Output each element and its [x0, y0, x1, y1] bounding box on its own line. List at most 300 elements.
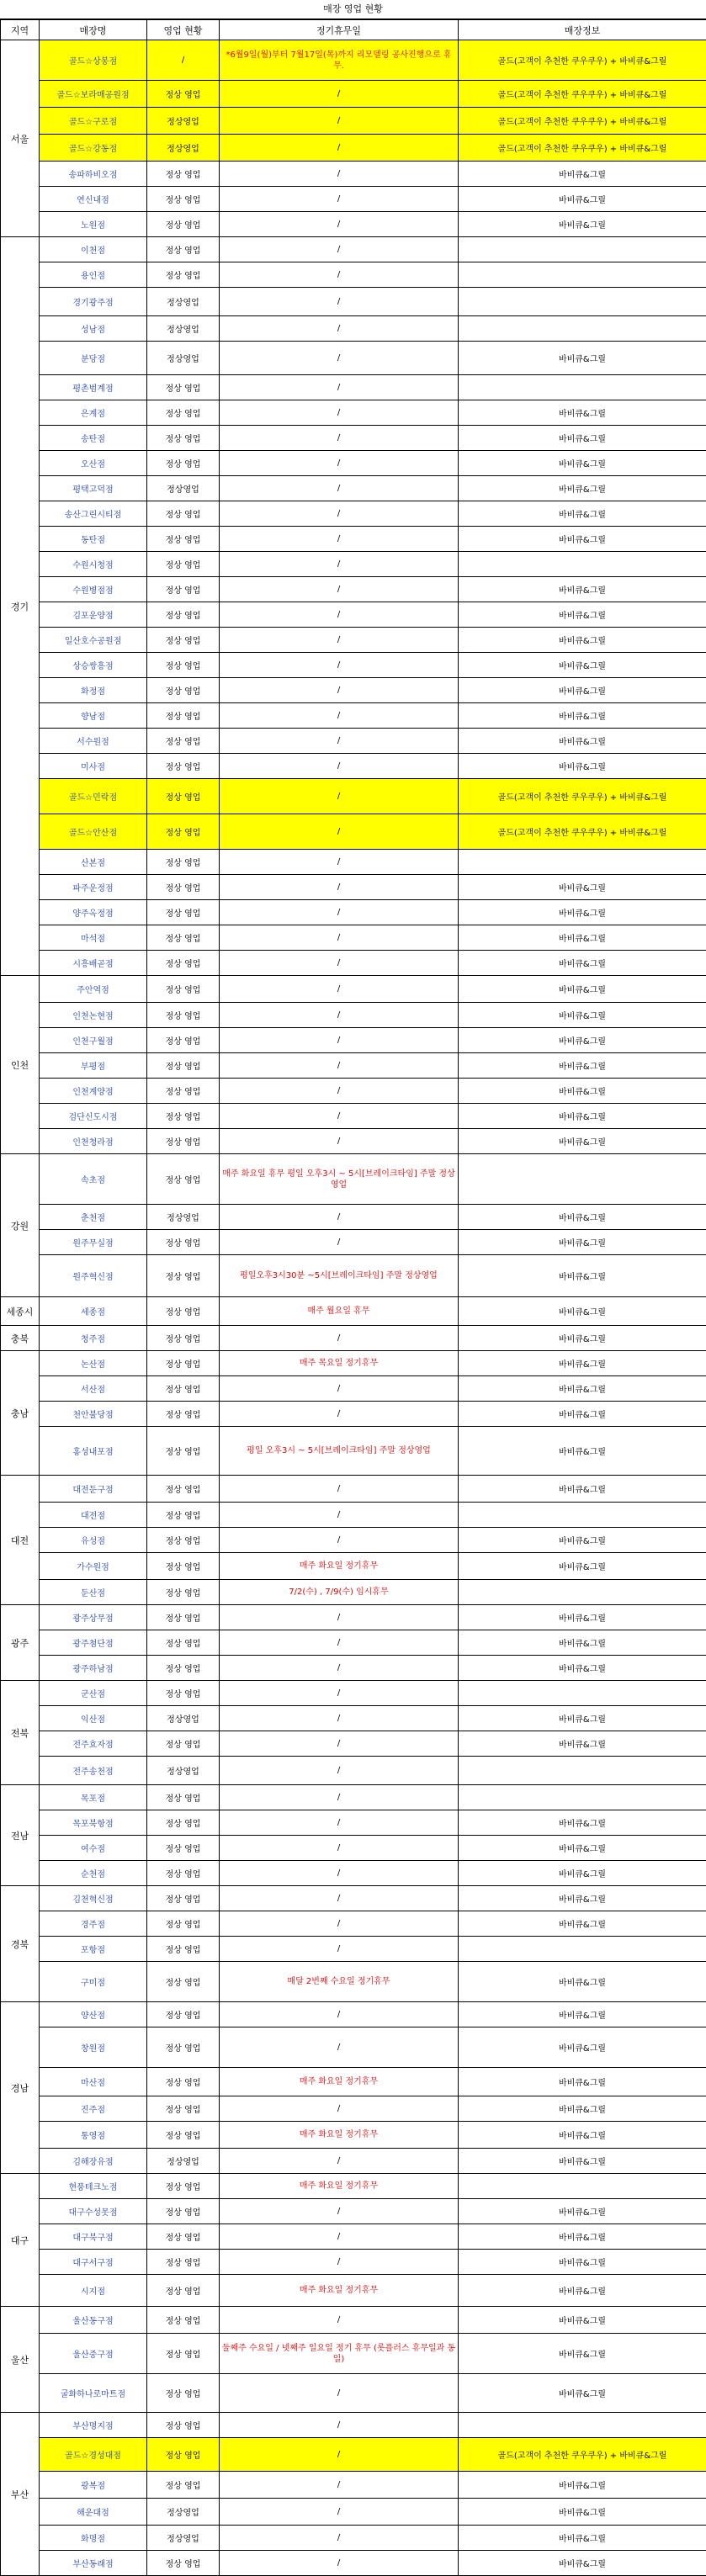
- info-cell: 바비큐&그릴: [459, 1630, 706, 1656]
- store-name-cell: 성남점: [40, 316, 147, 342]
- holiday-cell: /: [220, 2199, 459, 2224]
- region-cell: 경남: [1, 2002, 40, 2174]
- info-cell: 바비큐&그릴: [459, 2224, 706, 2250]
- store-name-cell: 양산점: [40, 2002, 147, 2027]
- table-row: [1, 1230, 706, 1255]
- table-row: [1, 342, 706, 375]
- store-name-cell: 광주첨단점: [40, 1630, 147, 1656]
- holiday-cell: /: [220, 2472, 459, 2499]
- info-cell: 바비큐&그릴: [459, 1962, 706, 2002]
- status-cell: 정상영업: [147, 108, 220, 135]
- status-cell: 정상 영업: [147, 1351, 220, 1376]
- holiday-cell: 매주 목요일 정기휴무: [220, 1351, 459, 1376]
- store-name-cell: 산본점: [40, 850, 147, 875]
- table-row: [1, 1351, 706, 1376]
- holiday-cell: /: [220, 779, 459, 814]
- store-name-cell: 현풍테크노점: [40, 2174, 147, 2199]
- table-row: [1, 850, 706, 875]
- holiday-cell: /: [220, 577, 459, 602]
- table-row: [1, 779, 706, 814]
- status-cell: 정상영업: [147, 342, 220, 375]
- table-row: [1, 1205, 706, 1230]
- holiday-cell: /: [220, 2438, 459, 2472]
- status-cell: 정상 영업: [147, 451, 220, 476]
- status-cell: 정상 영업: [147, 375, 220, 400]
- status-cell: 정상 영업: [147, 1079, 220, 1104]
- holiday-cell: /: [220, 342, 459, 375]
- store-name-cell: 미사점: [40, 754, 147, 779]
- status-cell: 정상 영업: [147, 262, 220, 288]
- table-row: [1, 1810, 706, 1836]
- region-cell: 경기: [1, 237, 40, 976]
- holiday-cell: /: [220, 703, 459, 729]
- info-cell: 바비큐&그릴: [459, 602, 706, 628]
- table-row: [1, 1528, 706, 1553]
- info-cell: [459, 2174, 706, 2199]
- info-cell: 바비큐&그릴: [459, 1297, 706, 1326]
- table-row: [1, 2199, 706, 2224]
- holiday-cell: /: [220, 2149, 459, 2174]
- info-cell: 바비큐&그릴: [459, 342, 706, 375]
- status-cell: 정상 영업: [147, 1326, 220, 1351]
- info-cell: 바비큐&그릴: [459, 1810, 706, 1836]
- store-name-cell: 둔산점: [40, 1580, 147, 1605]
- store-name-cell: 골드☆경성대점: [40, 2438, 147, 2472]
- status-cell: 정상 영업: [147, 2002, 220, 2027]
- info-cell: 바비큐&그릴: [459, 1255, 706, 1297]
- holiday-cell: /: [220, 187, 459, 212]
- store-name-cell: 파주운정점: [40, 875, 147, 900]
- store-name-cell: 포항점: [40, 1937, 147, 1962]
- table-row: [1, 1053, 706, 1079]
- status-cell: 정상 영업: [147, 2275, 220, 2307]
- store-name-cell: 노원점: [40, 212, 147, 237]
- table-row: [1, 2526, 706, 2551]
- info-cell: [459, 1785, 706, 1810]
- status-cell: 정상 영업: [147, 850, 220, 875]
- header-info: 매장정보: [459, 20, 706, 40]
- store-name-cell: 주안역점: [40, 976, 147, 1003]
- table-row: [1, 951, 706, 976]
- status-cell: 정상 영업: [147, 1731, 220, 1757]
- store-name-cell: 용인점: [40, 262, 147, 288]
- info-cell: 바비큐&그릴: [459, 1861, 706, 1886]
- status-cell: 정상 영업: [147, 1962, 220, 2002]
- info-cell: 바비큐&그릴: [459, 951, 706, 976]
- holiday-cell: /: [220, 1053, 459, 1079]
- info-cell: [459, 552, 706, 577]
- table-row: [1, 1681, 706, 1706]
- holiday-cell: /: [220, 1630, 459, 1656]
- info-cell: 골드(고객이 추천한 쿠우쿠우) + 바비큐&그릴: [459, 779, 706, 814]
- store-name-cell: 동탄점: [40, 527, 147, 552]
- table-row: [1, 1861, 706, 1886]
- info-cell: 바비큐&그릴: [459, 1028, 706, 1053]
- holiday-cell: /: [220, 288, 459, 316]
- store-name-cell: 천안불당점: [40, 1402, 147, 1427]
- info-cell: 바비큐&그릴: [459, 2002, 706, 2027]
- status-cell: 정상 영업: [147, 1230, 220, 1255]
- info-cell: 바비큐&그릴: [459, 2027, 706, 2068]
- table-row: [1, 2334, 706, 2374]
- status-cell: 정상 영업: [147, 1402, 220, 1427]
- status-cell: 정상영업: [147, 1205, 220, 1230]
- info-cell: 바비큐&그릴: [459, 2199, 706, 2224]
- info-cell: 바비큐&그릴: [459, 451, 706, 476]
- info-cell: 바비큐&그릴: [459, 754, 706, 779]
- status-cell: 정상 영업: [147, 1476, 220, 1503]
- holiday-cell: /: [220, 875, 459, 900]
- store-name-cell: 전주효자점: [40, 1731, 147, 1757]
- holiday-cell: /: [220, 1230, 459, 1255]
- info-cell: [459, 1154, 706, 1205]
- table-row: [1, 2307, 706, 2334]
- info-cell: 바비큐&그릴: [459, 678, 706, 703]
- status-cell: 정상 영업: [147, 814, 220, 850]
- status-cell: 정상 영업: [147, 187, 220, 212]
- store-name-cell: 수원병점점: [40, 577, 147, 602]
- holiday-cell: 매주 화요일 정기휴무: [220, 2068, 459, 2096]
- store-name-cell: 평촌범계점: [40, 375, 147, 400]
- holiday-cell: /: [220, 1326, 459, 1351]
- info-cell: 바비큐&그릴: [459, 1836, 706, 1861]
- table-row: [1, 2174, 706, 2199]
- info-cell: 바비큐&그릴: [459, 653, 706, 678]
- table-row: [1, 400, 706, 426]
- holiday-cell: /: [220, 1028, 459, 1053]
- holiday-cell: /: [220, 2224, 459, 2250]
- info-cell: [459, 1937, 706, 1962]
- status-cell: 정상 영업: [147, 400, 220, 426]
- status-cell: 정상 영업: [147, 754, 220, 779]
- status-cell: 정상 영업: [147, 2307, 220, 2334]
- holiday-cell: /: [220, 1810, 459, 1836]
- holiday-cell: 둘째주 수요일 / 넷째주 일요일 정기 휴무 (롯플러스 휴무일과 동일): [220, 2334, 459, 2374]
- store-name-cell: 송파하비오점: [40, 162, 147, 187]
- table-row: [1, 1836, 706, 1861]
- status-cell: 정상 영업: [147, 1528, 220, 1553]
- holiday-cell: 매주 화요일 정기휴무: [220, 2275, 459, 2307]
- info-cell: 바비큐&그릴: [459, 1553, 706, 1580]
- holiday-cell: /: [220, 678, 459, 703]
- store-name-cell: 이천점: [40, 237, 147, 262]
- table-row: [1, 1427, 706, 1476]
- status-cell: 정상영업: [147, 476, 220, 501]
- status-cell: 정상 영업: [147, 2068, 220, 2096]
- table-row: [1, 2499, 706, 2526]
- status-cell: /: [147, 40, 220, 81]
- holiday-cell: /: [220, 653, 459, 678]
- info-cell: 바비큐&그릴: [459, 1886, 706, 1911]
- store-name-cell: 서수원점: [40, 729, 147, 754]
- holiday-cell: /: [220, 212, 459, 237]
- store-name-cell: 연신내점: [40, 187, 147, 212]
- store-name-cell: 송산그린시티점: [40, 501, 147, 527]
- table-row: [1, 476, 706, 501]
- region-cell: 인천: [1, 976, 40, 1154]
- store-name-cell: 대전점: [40, 1503, 147, 1528]
- table-row: [1, 1255, 706, 1297]
- info-cell: 골드(고객이 추천한 쿠우쿠우) + 바비큐&그릴: [459, 108, 706, 135]
- info-cell: 바비큐&그릴: [459, 628, 706, 653]
- store-name-cell: 해운대점: [40, 2499, 147, 2526]
- store-name-cell: 광복점: [40, 2472, 147, 2499]
- store-name-cell: 시흥배곧점: [40, 951, 147, 976]
- region-cell: 전남: [1, 1785, 40, 1886]
- store-name-cell: 군산점: [40, 1681, 147, 1706]
- holiday-cell: /: [220, 814, 459, 850]
- status-cell: 정상 영업: [147, 1376, 220, 1402]
- table-row: [1, 375, 706, 400]
- holiday-cell: /: [220, 951, 459, 976]
- info-cell: [459, 1681, 706, 1706]
- holiday-cell: /: [220, 135, 459, 162]
- table-row: [1, 426, 706, 451]
- table-row: [1, 1656, 706, 1681]
- status-cell: 정상 영업: [147, 1656, 220, 1681]
- status-cell: 정상 영업: [147, 2027, 220, 2068]
- table-row: [1, 875, 706, 900]
- holiday-cell: /: [220, 1003, 459, 1028]
- info-cell: 골드(고객이 추천한 쿠우쿠우) + 바비큐&그릴: [459, 814, 706, 850]
- table-row: [1, 1129, 706, 1154]
- info-cell: 바비큐&그릴: [459, 527, 706, 552]
- status-cell: 정상 영업: [147, 2413, 220, 2438]
- table-row: [1, 501, 706, 527]
- table-row: [1, 262, 706, 288]
- holiday-cell: /: [220, 1681, 459, 1706]
- store-name-cell: 통영점: [40, 2122, 147, 2149]
- store-name-cell: 인천구월점: [40, 1028, 147, 1053]
- region-cell: 광주: [1, 1605, 40, 1681]
- store-name-cell: 양주옥정점: [40, 900, 147, 925]
- table-row: [1, 653, 706, 678]
- store-name-cell: 광주상무점: [40, 1605, 147, 1630]
- table-row: [1, 1937, 706, 1962]
- status-cell: 정상 영업: [147, 2096, 220, 2122]
- table-row: [1, 2002, 706, 2027]
- holiday-cell: 매주 화요일 휴무 평일 오후3시 ~ 5시[브레이크타임] 주말 정상영업: [220, 1154, 459, 1205]
- holiday-cell: 매주 월요일 휴무: [220, 1297, 459, 1326]
- holiday-cell: /: [220, 1104, 459, 1129]
- store-name-cell: 상승쌍흥점: [40, 653, 147, 678]
- status-cell: 정상 영업: [147, 628, 220, 653]
- info-cell: 바비큐&그릴: [459, 400, 706, 426]
- store-name-cell: 김천혁신점: [40, 1886, 147, 1911]
- holiday-cell: /: [220, 1376, 459, 1402]
- info-cell: [459, 288, 706, 316]
- status-cell: 정상 영업: [147, 1003, 220, 1028]
- info-cell: [459, 316, 706, 342]
- table-row: [1, 237, 706, 262]
- info-cell: 바비큐&그릴: [459, 1402, 706, 1427]
- holiday-cell: *6월9일(월)부터 7월17일(목)까지 리모델링 공사진행으로 휴무.: [220, 40, 459, 81]
- status-cell: 정상 영업: [147, 602, 220, 628]
- holiday-cell: /: [220, 2551, 459, 2576]
- table-row: [1, 81, 706, 108]
- info-cell: [459, 375, 706, 400]
- store-name-cell: 마석점: [40, 925, 147, 951]
- info-cell: 바비큐&그릴: [459, 1476, 706, 1503]
- status-cell: 정상 영업: [147, 212, 220, 237]
- holiday-cell: /: [220, 552, 459, 577]
- info-cell: 골드(고객이 추천한 쿠우쿠우) + 바비큐&그릴: [459, 135, 706, 162]
- store-name-cell: 부산명지점: [40, 2413, 147, 2438]
- table-row: [1, 729, 706, 754]
- store-name-cell: 춘천점: [40, 1205, 147, 1230]
- table-row: [1, 162, 706, 187]
- table-row: [1, 976, 706, 1003]
- store-name-cell: 분당점: [40, 342, 147, 375]
- info-cell: 바비큐&그릴: [459, 729, 706, 754]
- store-name-cell: 일산호수공원점: [40, 628, 147, 653]
- status-cell: 정상 영업: [147, 2224, 220, 2250]
- holiday-cell: 매주 화요일 정기휴무: [220, 2174, 459, 2199]
- store-name-cell: 송탄점: [40, 426, 147, 451]
- holiday-cell: /: [220, 2499, 459, 2526]
- table-row: [1, 2472, 706, 2499]
- info-cell: 바비큐&그릴: [459, 1230, 706, 1255]
- table-row: [1, 703, 706, 729]
- header-row: [1, 20, 706, 40]
- status-cell: 정상 영업: [147, 1681, 220, 1706]
- store-name-cell: 인천청라점: [40, 1129, 147, 1154]
- info-cell: 바비큐&그릴: [459, 2334, 706, 2374]
- holiday-cell: /: [220, 900, 459, 925]
- status-cell: 정상 영업: [147, 527, 220, 552]
- status-cell: 정상 영업: [147, 1427, 220, 1476]
- holiday-cell: /: [220, 1757, 459, 1785]
- table-row: [1, 1297, 706, 1326]
- table-row: [1, 1476, 706, 1503]
- store-name-cell: 대전둔구점: [40, 1476, 147, 1503]
- table-row: [1, 1503, 706, 1528]
- table-row: [1, 900, 706, 925]
- table-row: [1, 2149, 706, 2174]
- holiday-cell: /: [220, 2307, 459, 2334]
- info-cell: 바비큐&그릴: [459, 976, 706, 1003]
- info-cell: 바비큐&그릴: [459, 1656, 706, 1681]
- status-cell: 정상 영업: [147, 426, 220, 451]
- info-cell: 바비큐&그릴: [459, 703, 706, 729]
- store-name-cell: 순천점: [40, 1861, 147, 1886]
- status-cell: 정상 영업: [147, 1937, 220, 1962]
- store-name-cell: 굴화하나로마트점: [40, 2374, 147, 2413]
- store-name-cell: 화명점: [40, 2526, 147, 2551]
- table-row: [1, 678, 706, 703]
- info-cell: 바비큐&그릴: [459, 1079, 706, 1104]
- status-cell: 정상 영업: [147, 1154, 220, 1205]
- holiday-cell: /: [220, 2002, 459, 2027]
- status-cell: 정상 영업: [147, 1630, 220, 1656]
- holiday-cell: 매주 화요일 정기휴무: [220, 1553, 459, 1580]
- holiday-cell: /: [220, 2250, 459, 2275]
- store-name-cell: 수원시청점: [40, 552, 147, 577]
- status-cell: 정상 영업: [147, 1810, 220, 1836]
- holiday-cell: /: [220, 1079, 459, 1104]
- status-cell: 정상 영업: [147, 2334, 220, 2374]
- table-row: [1, 1104, 706, 1129]
- store-name-cell: 울산중구점: [40, 2334, 147, 2374]
- info-cell: 바비큐&그릴: [459, 1351, 706, 1376]
- table-row: [1, 527, 706, 552]
- info-cell: 바비큐&그릴: [459, 2499, 706, 2526]
- info-cell: 바비큐&그릴: [459, 162, 706, 187]
- status-cell: 정상 영업: [147, 81, 220, 108]
- store-name-cell: 인천논현점: [40, 1003, 147, 1028]
- holiday-cell: /: [220, 1861, 459, 1886]
- status-cell: 정상 영업: [147, 1785, 220, 1810]
- holiday-cell: /: [220, 1886, 459, 1911]
- status-cell: 정상 영업: [147, 2250, 220, 2275]
- status-cell: 정상 영업: [147, 1605, 220, 1630]
- store-name-cell: 향남점: [40, 703, 147, 729]
- table-row: [1, 1757, 706, 1785]
- store-name-cell: 유성점: [40, 1528, 147, 1553]
- store-name-cell: 검단신도시점: [40, 1104, 147, 1129]
- table-row: [1, 2096, 706, 2122]
- info-cell: 바비큐&그릴: [459, 2149, 706, 2174]
- store-name-cell: 부평점: [40, 1053, 147, 1079]
- holiday-cell: 매주 화요일 정기휴무: [220, 2122, 459, 2149]
- info-cell: [459, 262, 706, 288]
- holiday-cell: /: [220, 2526, 459, 2551]
- store-name-cell: 광주하남점: [40, 1656, 147, 1681]
- info-cell: 골드(고객이 추천한 쿠우쿠우) + 바비큐&그릴: [459, 2438, 706, 2472]
- status-cell: 정상영업: [147, 2526, 220, 2551]
- header-region: 지역: [1, 20, 40, 40]
- table-row: [1, 1785, 706, 1810]
- store-name-cell: 여수점: [40, 1836, 147, 1861]
- status-cell: 정상 영업: [147, 1297, 220, 1326]
- info-cell: 바비큐&그릴: [459, 1053, 706, 1079]
- status-cell: 정상 영업: [147, 1255, 220, 1297]
- table-row: [1, 754, 706, 779]
- holiday-cell: 7/2(수) , 7/9(수) 임시휴무: [220, 1580, 459, 1605]
- holiday-cell: 매달 2번째 수요일 정기휴무: [220, 1962, 459, 2002]
- info-cell: 바비큐&그릴: [459, 212, 706, 237]
- info-cell: 바비큐&그릴: [459, 1911, 706, 1937]
- status-cell: 정상 영업: [147, 2199, 220, 2224]
- holiday-cell: /: [220, 1503, 459, 1528]
- info-cell: 바비큐&그릴: [459, 1731, 706, 1757]
- store-name-cell: 세종점: [40, 1297, 147, 1326]
- info-cell: [459, 850, 706, 875]
- status-cell: 정상 영업: [147, 2472, 220, 2499]
- region-cell: 부산: [1, 2413, 40, 2576]
- info-cell: 바비큐&그릴: [459, 900, 706, 925]
- table-row: [1, 1154, 706, 1205]
- store-name-cell: 구미점: [40, 1962, 147, 2002]
- store-name-cell: 가수원점: [40, 1553, 147, 1580]
- store-name-cell: 속초점: [40, 1154, 147, 1205]
- table-row: [1, 2551, 706, 2576]
- table-row: [1, 2122, 706, 2149]
- store-name-cell: 마산점: [40, 2068, 147, 2096]
- store-name-cell: 목포점: [40, 1785, 147, 1810]
- table-row: [1, 2374, 706, 2413]
- table-row: [1, 1911, 706, 1937]
- info-cell: 바비큐&그릴: [459, 426, 706, 451]
- table-row: [1, 187, 706, 212]
- holiday-cell: 평일오후3시30분 ~5시[브레이크타임] 주말 정상영업: [220, 1255, 459, 1297]
- status-cell: 정상 영업: [147, 2374, 220, 2413]
- info-cell: [459, 1580, 706, 1605]
- table-row: [1, 1706, 706, 1731]
- region-cell: 경북: [1, 1886, 40, 2002]
- status-cell: 정상 영업: [147, 1028, 220, 1053]
- store-name-cell: 울산동구점: [40, 2307, 147, 2334]
